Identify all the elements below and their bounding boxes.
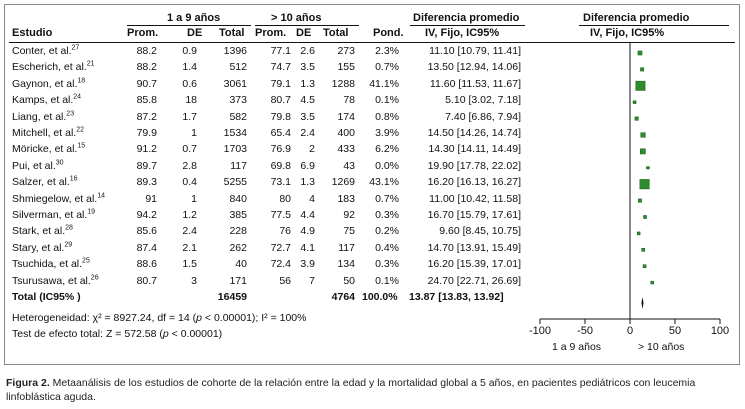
study-effect-square [638, 199, 641, 202]
study-ref: 29 [64, 241, 73, 249]
col-prom2-header: Prom. [255, 27, 287, 39]
study-name-text: Conter, et al. [12, 45, 72, 57]
study-ref: 21 [86, 60, 95, 68]
study-name-text: Tsuchida, et al. [12, 258, 83, 271]
col-total2-header: Total [323, 27, 349, 39]
study-effect-square [633, 101, 636, 104]
study-prom1: 90.7 [136, 77, 157, 90]
study-weight: 41.1% [369, 77, 399, 90]
favours-right-label: > 10 años [638, 341, 685, 353]
x-axis-tick-label: 0 [626, 325, 634, 337]
col-total1-header: Total [219, 27, 245, 39]
group2-header: > 10 años [271, 12, 322, 24]
study-prom2: 77.5 [270, 209, 291, 221]
study-ci: 11.00 [10.42, 11.58] [429, 192, 521, 205]
study-de2: 1.3 [300, 77, 315, 90]
study-de1: 2.1 [182, 241, 197, 254]
study-total2: 92 [343, 209, 355, 221]
study-effect-square [642, 248, 645, 251]
study-total1: 373 [229, 94, 247, 107]
study-de2: 2.6 [300, 45, 315, 57]
figure-caption [6, 376, 741, 404]
study-ci: 7.40 [6.86, 7.94] [445, 110, 521, 123]
study-de2: 3.9 [300, 258, 315, 271]
study-ci: 11.10 [10.79, 11.41] [429, 45, 521, 57]
study-de2: 7 [309, 274, 315, 287]
study-weight: 0.1% [375, 94, 399, 107]
study-ref: 28 [65, 224, 73, 232]
study-prom2: 79.1 [270, 77, 291, 90]
study-weight: 0.0% [375, 159, 399, 172]
study-de2: 4.1 [300, 241, 315, 254]
study-ref: 23 [66, 110, 75, 118]
col-de2-header: DE [296, 27, 312, 39]
study-de2: 4 [309, 192, 315, 205]
study-total2: 50 [343, 274, 355, 287]
effect-header: Diferencia promedio [413, 12, 520, 24]
study-total2: 134 [337, 258, 355, 271]
study-ci: 5.10 [3.02, 7.18] [445, 94, 521, 107]
study-ci: 16.70 [15.79, 17.61] [427, 209, 521, 221]
study-ref: 30 [55, 159, 64, 167]
study-prom1: 91.2 [136, 143, 157, 156]
study-de1: 1.5 [182, 258, 197, 271]
study-prom1: 88.2 [136, 61, 157, 74]
study-name-text: Stark, et al. [12, 225, 66, 238]
study-weight: 0.2% [375, 225, 399, 238]
study-effect-square [647, 167, 650, 170]
study-effect-square [636, 81, 645, 90]
study-ref: 14 [97, 192, 106, 200]
study-ref: 25 [82, 257, 90, 265]
study-de2: 2.4 [300, 127, 315, 139]
study-weight: 0.7% [375, 61, 399, 74]
study-prom1: 94.2 [136, 209, 157, 221]
study-total2: 273 [337, 45, 355, 57]
study-ci: 19.90 [17.78, 22.02] [427, 159, 521, 172]
study-total1: 3061 [223, 77, 247, 90]
study-total1: 5255 [223, 176, 247, 189]
forest-plot [5, 5, 739, 364]
study-total1: 1703 [223, 143, 247, 156]
study-prom2: 77.1 [270, 45, 291, 57]
study-name-text: Gaynon, et al. [12, 77, 78, 90]
pooled-effect-diamond [641, 297, 643, 309]
study-prom1: 89.7 [136, 159, 157, 172]
study-total2: 117 [338, 241, 355, 254]
study-de2: 4.5 [300, 94, 315, 107]
study-total1: 262 [229, 241, 247, 254]
study-weight: 0.1% [375, 274, 399, 287]
col-weight-header: Pond. [373, 27, 404, 39]
study-name-text: Pui, et al. [12, 159, 56, 172]
favours-left-label: 1 a 9 años [552, 341, 602, 353]
study-name-text: Liang, et al. [12, 110, 67, 123]
study-ci: 11.60 [11.53, 11.67] [429, 77, 521, 90]
study-ci: 16.20 [15.39, 17.01] [427, 258, 521, 271]
study-name-text: Escherich, et al. [12, 61, 87, 74]
study-total2: 155 [337, 61, 355, 74]
study-total1: 1534 [223, 127, 247, 139]
study-weight: 0.4% [375, 241, 399, 254]
study-ci: 24.70 [22.71, 26.69] [427, 274, 521, 287]
total-ci: 13.87 [13.83, 13.92] [409, 291, 504, 303]
study-de1: 0.4 [182, 176, 197, 189]
study-de1: 2.8 [182, 159, 197, 172]
study-effect-square [643, 215, 646, 218]
study-name-text: Stary, et al. [12, 241, 65, 254]
study-effect-square [640, 179, 650, 189]
caption-label: Figura 2. [6, 377, 50, 389]
study-de2: 6.9 [300, 159, 315, 172]
study-ci: 9.60 [8.45, 10.75] [439, 225, 521, 238]
study-de2: 3.5 [300, 61, 315, 74]
study-prom2: 80.7 [270, 94, 291, 107]
study-de1: 2.4 [182, 225, 197, 238]
study-de2: 3.5 [300, 110, 315, 123]
study-weight: 0.8% [375, 110, 399, 123]
study-ref: 16 [69, 175, 78, 183]
study-name-text: Shmiegelow, et al. [12, 192, 98, 205]
study-effect-square [637, 232, 640, 235]
study-ref: 27 [71, 44, 80, 52]
study-name-text: Salzer, et al. [12, 176, 70, 189]
study-total1: 840 [229, 192, 247, 205]
study-effect-square [635, 117, 638, 120]
study-weight: 3.9% [375, 127, 399, 139]
col-ci-header: IV, Fijo, IC95% [425, 27, 500, 39]
study-total2: 78 [343, 94, 355, 107]
study-weight: 6.2% [375, 143, 399, 156]
total2-value: 4764 [331, 291, 355, 303]
study-de1: 1.7 [182, 110, 197, 123]
study-total1: 117 [230, 159, 247, 172]
study-total2: 183 [337, 192, 355, 205]
study-prom1: 80.7 [136, 274, 157, 287]
study-name-text: Silverman, et al. [12, 209, 88, 221]
col-plot-header: IV, Fijo, IC95% [590, 27, 665, 39]
plot-header: Diferencia promedio [583, 12, 690, 24]
study-total1: 385 [229, 209, 247, 221]
study-total1: 512 [229, 61, 247, 74]
col-de1-header: DE [187, 27, 203, 39]
study-de1: 3 [191, 274, 197, 287]
caption-text: Metaanálisis de los estudios de cohorte de la relación entre la edad y la mortalidad global a 5 años, en pacientes pediátricos con leucemia linfoblástica aguda. [6, 377, 696, 403]
study-prom2: 76 [279, 225, 291, 238]
study-total2: 400 [337, 127, 355, 139]
study-de2: 4.4 [300, 209, 315, 221]
study-prom1: 87.4 [136, 241, 157, 254]
study-name-text: Möricke, et al. [12, 143, 78, 156]
study-total2: 174 [337, 110, 355, 123]
study-ref: 15 [77, 142, 86, 150]
study-effect-square [640, 149, 645, 154]
study-effect-square [638, 51, 642, 55]
study-prom2: 65.4 [270, 127, 291, 139]
study-total1: 228 [229, 225, 247, 238]
study-ref: 26 [90, 274, 99, 282]
study-prom1: 79.9 [136, 127, 157, 139]
study-de2: 1.3 [300, 176, 315, 189]
study-weight: 0.3% [375, 258, 399, 271]
study-total2: 1288 [331, 77, 355, 90]
study-total2: 1269 [331, 176, 355, 189]
forest-plot-figure [4, 4, 740, 365]
study-effect-square [651, 281, 654, 284]
study-prom1: 85.6 [136, 225, 157, 238]
study-weight: 2.3% [375, 45, 399, 57]
col-prom1-header: Prom. [127, 27, 159, 39]
x-axis-tick-label: -100 [528, 325, 552, 337]
study-ref: 24 [73, 93, 82, 101]
x-axis-tick-label: 50 [668, 325, 682, 337]
study-prom2: 72.4 [270, 258, 291, 271]
study-total1: 582 [229, 110, 247, 123]
study-ref: 22 [76, 126, 84, 134]
study-total2: 433 [337, 143, 355, 156]
study-de1: 0.6 [182, 77, 197, 90]
study-prom2: 80 [279, 192, 291, 205]
study-de1: 1.2 [182, 209, 197, 221]
study-de1: 18 [185, 94, 197, 107]
study-de1: 1 [191, 127, 197, 139]
study-de2: 2 [309, 143, 315, 156]
study-total1: 1396 [223, 45, 247, 57]
study-ref: 18 [77, 77, 86, 85]
study-total2: 43 [343, 159, 355, 172]
x-axis-tick-label: 100 [710, 325, 730, 337]
study-prom1: 88.2 [136, 45, 157, 57]
study-de1: 1.4 [182, 61, 197, 74]
group1-header: 1 a 9 años [167, 12, 221, 24]
total-label: Total (IC95% ) [12, 291, 81, 303]
study-prom2: 72.7 [270, 241, 291, 254]
study-prom2: 73.1 [270, 176, 291, 189]
study-total2: 75 [343, 225, 355, 238]
study-ci: 13.50 [12.94, 14.06] [427, 61, 521, 74]
study-total1: 40 [235, 258, 247, 271]
study-effect-square [640, 68, 643, 71]
study-prom2: 74.7 [270, 61, 291, 74]
col-study-header: Estudio [12, 27, 53, 39]
study-prom1: 91 [145, 192, 157, 205]
study-prom2: 56 [279, 274, 291, 287]
study-prom2: 69.8 [270, 159, 291, 172]
study-prom2: 76.9 [270, 143, 291, 156]
study-prom2: 79.8 [270, 110, 291, 123]
study-total1: 171 [229, 274, 247, 287]
study-prom1: 89.3 [136, 176, 157, 189]
study-ci: 16.20 [16.13, 16.27] [427, 176, 521, 189]
study-prom1: 87.2 [136, 110, 157, 123]
study-weight: 0.7% [375, 192, 399, 205]
effect-test-text: Test de efecto total: Z = 572.58 (p < 0.00001) [12, 328, 223, 340]
study-de1: 1 [191, 192, 197, 205]
study-ci: 14.30 [14.11, 14.49] [428, 143, 521, 156]
study-ref: 19 [87, 208, 96, 216]
study-weight: 43.1% [369, 176, 399, 189]
study-ci: 14.50 [14.26, 14.74] [427, 127, 521, 139]
total-weight: 100.0% [362, 291, 398, 303]
study-de2: 4.9 [300, 225, 315, 238]
study-prom1: 88.6 [136, 258, 157, 271]
study-de1: 0.9 [182, 45, 197, 57]
total1-value: 16459 [217, 291, 247, 303]
study-de1: 0.7 [182, 143, 197, 156]
study-prom1: 85.8 [136, 94, 157, 107]
study-name-text: Kamps, et al. [12, 94, 74, 107]
study-effect-square [643, 265, 646, 268]
study-weight: 0.3% [375, 209, 399, 221]
study-name-text: Mitchell, et al. [12, 127, 77, 139]
study-effect-square [641, 133, 646, 138]
heterogeneity-text: Heterogeneidad: χ² = 8927.24, df = 14 (p < 0.00001); I² = 100% [12, 312, 307, 324]
study-ci: 14.70 [13.91, 15.49] [427, 241, 521, 254]
study-name-text: Tsurusawa, et al. [12, 274, 91, 287]
x-axis-tick-label: -50 [577, 325, 593, 337]
